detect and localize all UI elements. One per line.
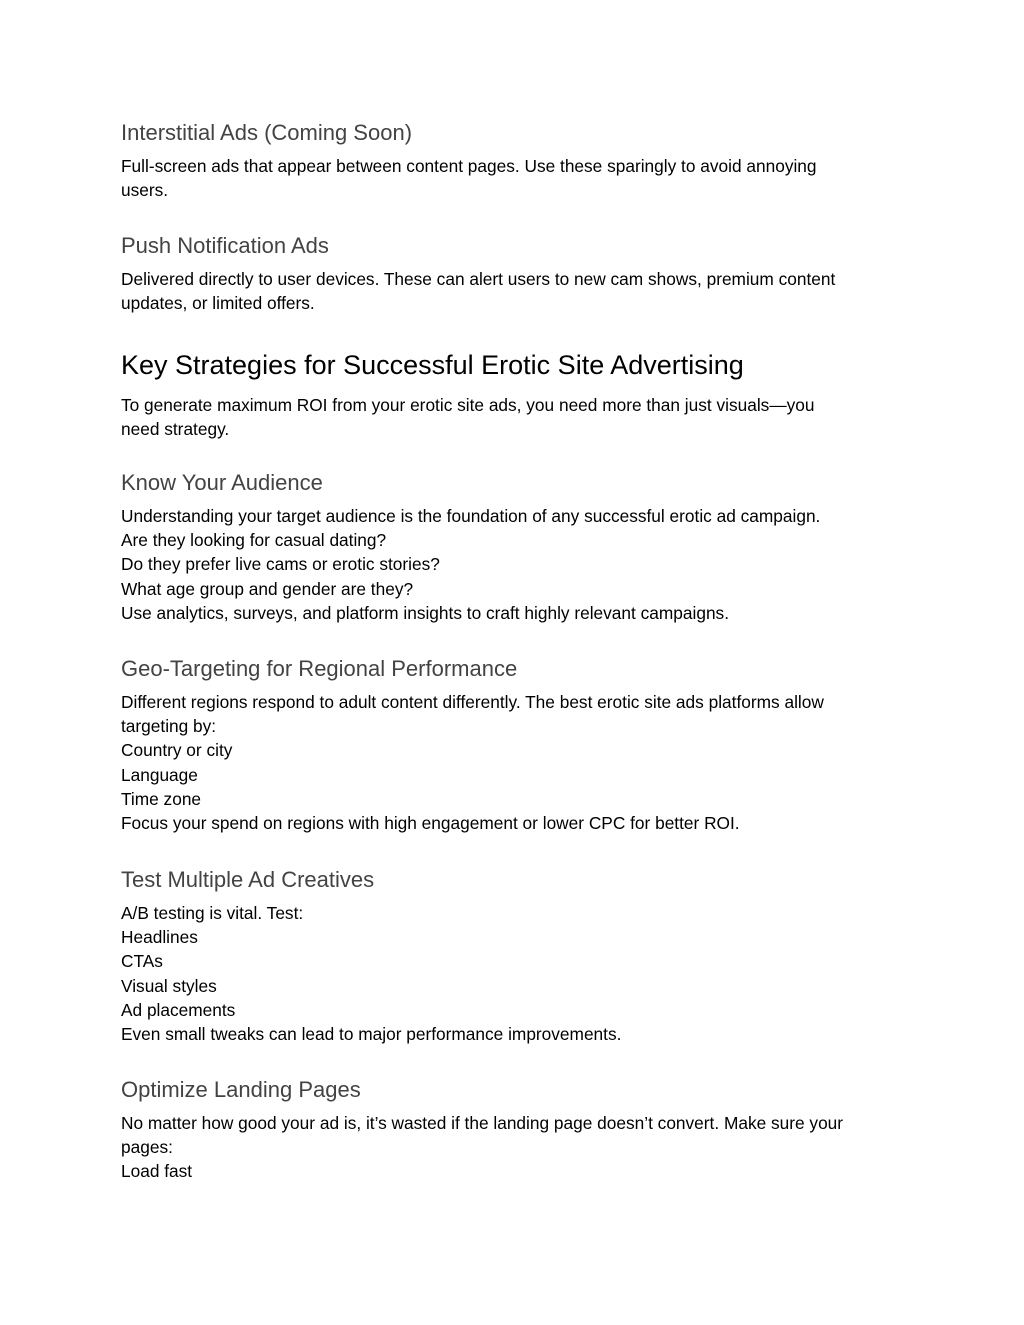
subsection-heading: Know Your Audience [121,470,323,495]
body-text-line: Do they prefer live cams or erotic stories? [121,554,440,575]
subsection-heading: Geo-Targeting for Regional Performance [121,656,518,681]
section-geo-targeting-for-regional-performance [121,656,921,835]
body-text-line: Load fast [121,1161,193,1182]
section-optimize-landing-pages [121,1077,921,1184]
body-text-line: Focus your spend on regions with high engagement or lower CPC for better ROI. [121,813,740,834]
body-text-line: Full-screen ads that appear between content pages. Use these sparingly to avoid annoying [121,156,817,176]
body-text-line: Even small tweaks can lead to major performance improvements. [121,1024,622,1045]
body-text-line: CTAs [121,951,163,972]
body-text-line: targeting by: [121,716,217,737]
body-text-line: Headlines [121,927,198,948]
body-text-line: Different regions respond to adult content differently. The best erotic site ads platforms allow [121,692,824,712]
subsection-heading: Interstitial Ads (Coming Soon) [121,120,413,145]
subsection-heading: Push Notification Ads [121,233,329,258]
section-heading: Key Strategies for Successful Erotic Site Advertising [121,350,744,380]
body-text-line: Language [121,764,198,785]
section-key-strategies-for-successful-erotic-site-advertising [121,349,921,441]
body-text-line: Are they looking for casual dating? [121,530,387,551]
body-text-line: Delivered directly to user devices. These can alert users to new cam shows, premium content [121,269,836,289]
section-know-your-audience [121,470,921,625]
section-push-notification-ads [121,233,921,315]
body-text-line: Country or city [121,740,233,761]
body-text-line: Visual styles [121,975,217,996]
body-text-line: No matter how good your ad is, it’s wasted if the landing page doesn’t convert. Make sure your [121,1113,844,1133]
subsection-heading: Optimize Landing Pages [121,1077,361,1102]
body-text-line: Use analytics, surveys, and platform insights to craft highly relevant campaigns. [121,602,729,623]
body-text-line: Ad placements [121,999,236,1020]
body-text-line: need strategy. [121,419,230,440]
body-text-line: Time zone [121,788,202,809]
body-text-line: users. [121,180,169,201]
body-text-line: pages: [121,1137,173,1158]
subsection-heading: Test Multiple Ad Creatives [121,867,375,892]
body-text-line: updates, or limited offers. [121,293,315,314]
section-interstitial-ads-coming-soon [121,120,921,202]
body-text-line: What age group and gender are they? [121,578,414,599]
body-text-line: Understanding your target audience is the foundation of any successful erotic ad campaign. [121,506,821,526]
body-text-line: To generate maximum ROI from your erotic site ads, you need more than just visuals—you [121,395,815,415]
section-test-multiple-ad-creatives [121,867,921,1046]
body-text-line: A/B testing is vital. Test: [121,903,304,923]
